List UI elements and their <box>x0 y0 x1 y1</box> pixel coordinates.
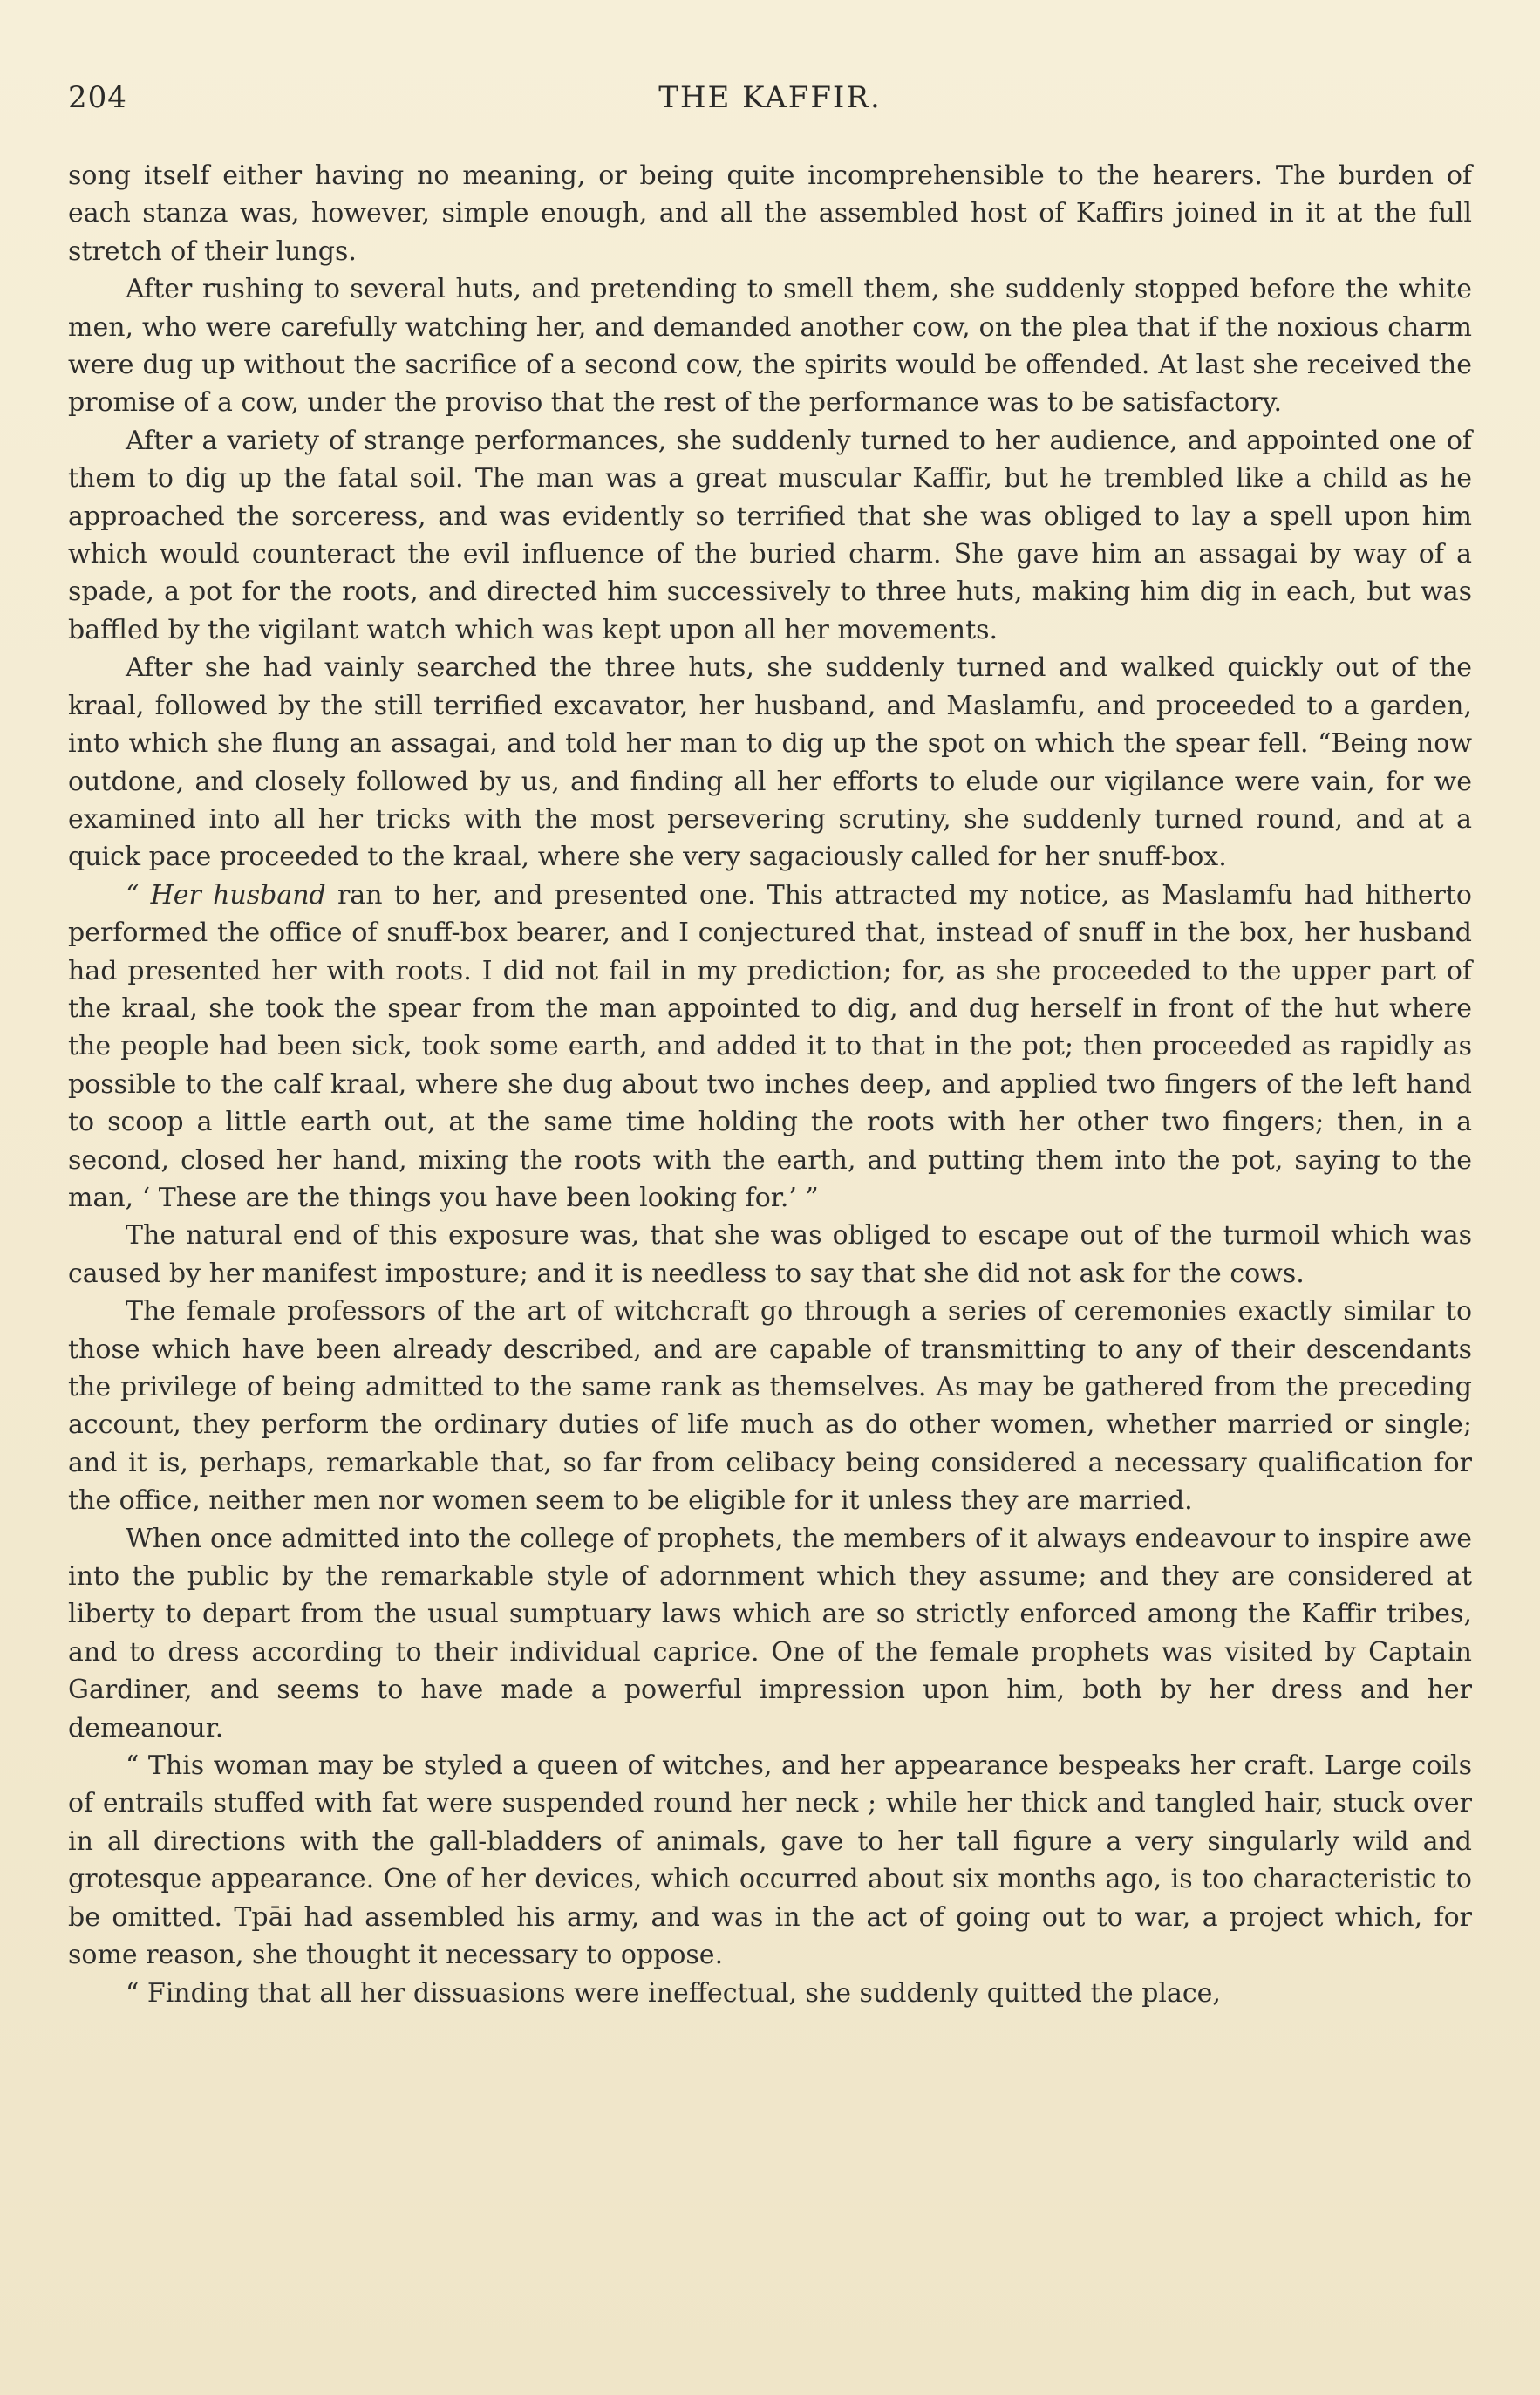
running-title: THE KAFFIR. <box>658 80 882 115</box>
body-text <box>68 157 1472 2012</box>
paragraph: When once admitted into the college of prophets, the members of it always endeavour to inspire awe into the public by the remarkable style of adornment which they assume; and they are considered at liberty to depart from the usual sumptuary laws which are so strictly enforced among the Kaffir tribes, and to dress according to their individual caprice. One of the female prophets was visited by Captain Gardiner, and seems to have made a powerful impression upon him, both by her dress and her demeanour. <box>68 1523 1472 1743</box>
paragraph: “ This woman may be styled a queen of witches, and her appearance bespeaks her craft. Large coils of entrails stuffed with fat were suspended round her neck ; while her thick and tangled hair, stuck over in all directions with the gall-bladders of animals, gave to her tall figure a very singularly wild and grotesque appearance. One of her devices, which occurred about six months ago, is too characteristic to be omitted. Tpāi had assembled his army, and was in the act of going out to war, a project which, for some reason, she thought it necessary to oppose. <box>68 1750 1472 1971</box>
italic-lead: “ Her husband <box>126 879 326 911</box>
paragraph: After a variety of strange performances, she suddenly turned to her audience, and appointed one of them to dig up the fatal soil. The man was a great muscular Kaffir, but he trembled like a child as he approached the sorceress, and was evidently so terrified that she was obliged to lay a spell upon him which would counteract the evil influence of the buried charm. She gave him an assagai by way of a spade, a pot for the roots, and directed him successively to three huts, making him dig in each, but was baffled by the vigilant watch which was kept upon all her movements. <box>68 425 1472 645</box>
paragraph-text: ran to her, and presented one. This attracted my notice, as Maslamfu had hitherto performed the office of snuff-box bearer, and I conjectured that, instead of snuff in the box, her husband had presented her with roots. I did not fail in my prediction; for, as she proceeded to the upper part of the kraal, she took the spear from the man appointed to dig, and dug herself in front of the hut where the people had been sick, took some earth, and added it to that in the pot; then proceeded as rapidly as possible to the calf kraal, where she dug about two inches deep, and applied two fingers of the left hand to scoop a little earth out, at the same time holding the roots with her other two fingers; then, in a second, closed her hand, mixing the roots with the earth, and putting them into the pot, saying to the man, ‘ These are the things you have been looking for.’ ” <box>68 879 1472 1213</box>
paragraph: After she had vainly searched the three huts, she suddenly turned and walked quickly out of the kraal, followed by the still terrified excavator, her husband, and Maslamfu, and proceeded to a garden, into which she flung an assagai, and told her man to dig up the spot on which the spear fell. “Being now outdone, and closely followed by us, and finding all her efforts to elude our vigilance were vain, for we examined into all her tricks with the most persevering scrutiny, she suddenly turned round, and at a quick pace proceeded to the kraal, where she very sagaciously called for her snuff-box. <box>68 652 1472 873</box>
paragraph: The female professors of the art of witchcraft go through a series of ceremonies exactly similar to those which have been already described, and are capable of transmitting to any of their descendants the privilege of being admitted to the same rank as themselves. As may be gathered from the preceding account, they perform the ordinary duties of life much as do other women, whether married or single; and it is, perhaps, remarkable that, so far from celibacy being considered a necessary qualification for the office, neither men nor women seem to be eligible for it unless they are married. <box>68 1296 1472 1517</box>
page-header <box>68 80 1472 133</box>
paragraph: song itself either having no meaning, or being quite incomprehensible to the hearers. The burden of each stanza was, however, simple enough, and all the assembled host of Kaffirs joined in it at the full stretch of their lungs. <box>68 160 1472 267</box>
paragraph: The natural end of this exposure was, that she was obliged to escape out of the turmoil which was caused by her manifest imposture; and it is needless to say that she did not ask for the cows. <box>68 1220 1472 1289</box>
paragraph <box>68 877 1472 1218</box>
paragraph: “ Finding that all her dissuasions were ineffectual, she suddenly quitted the place, <box>126 1977 1221 2009</box>
paragraph: After rushing to several huts, and pretending to smell them, she suddenly stopped before the white men, who were carefully watching her, and demanded another cow, on the plea that if the noxious charm were dug up without the sacrifice of a second cow, the spirits would be offended. At last she received the promise of a cow, under the proviso that the rest of the performance was to be satisfactory. <box>68 274 1472 419</box>
page-number: 204 <box>68 80 127 115</box>
